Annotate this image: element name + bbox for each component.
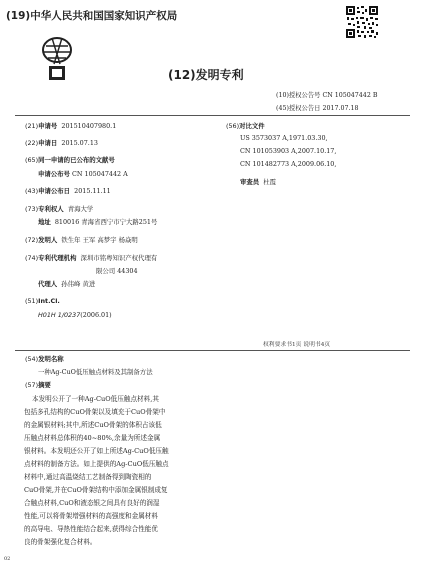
reference-item: US 3573037 A,1971.03.30, <box>240 134 328 142</box>
field-value: 青海大学 <box>67 205 94 213</box>
int-cl-classification <box>38 311 112 319</box>
field-value: 2015.11.11 <box>74 187 111 195</box>
reference-item: CN 101482773 A,2009.06.10, <box>240 160 337 168</box>
field-label: 地址 <box>38 218 51 226</box>
application-date <box>25 138 98 147</box>
prior-publication-number <box>38 169 128 178</box>
invention-title: 一种Ag-CuO低压触点材料及其制备方法 <box>38 368 153 376</box>
agent <box>38 279 95 288</box>
abstract-heading <box>25 380 51 389</box>
references-cited <box>226 121 265 130</box>
abstract-line: CuO骨架,并在CuO骨架结构中添加金属银制成复 <box>24 486 168 494</box>
field-label: 同一申请的已公布的文献号 <box>38 156 115 164</box>
field-label: 摘要 <box>38 381 51 389</box>
field-label: Int.Cl. <box>38 297 60 305</box>
document-type: (12)发明专利 <box>168 68 244 82</box>
abstract-line: 银材料。本发明还公开了如上所述Ag-CuO低压触 <box>24 447 169 455</box>
grant-pub-number <box>276 90 377 99</box>
abstract-line: 合触点材料,CuO和液态银之间具有良好的润湿 <box>24 499 160 507</box>
qr-code-icon <box>345 5 379 39</box>
invention-title-heading <box>25 354 64 363</box>
field-value: 铁生年 王军 高梦宇 杨焱明 <box>61 236 138 244</box>
patent-agency-continued: 限公司 44304 <box>96 267 138 275</box>
field-code: (74) <box>25 254 39 262</box>
examiner <box>240 177 276 186</box>
grant-pub-date-value: 2017.07.18 <box>322 105 359 112</box>
field-code: (56) <box>226 122 240 130</box>
field-value: 孙伟峰 黄进 <box>61 280 96 288</box>
prior-publication-date <box>25 186 111 195</box>
reference-item: CN 101053903 A,2007.10.17, <box>240 147 337 155</box>
classification-code: H01H 1/0237 <box>38 311 81 319</box>
patentee <box>25 204 93 213</box>
application-number <box>25 121 116 130</box>
patent-agency <box>25 253 157 262</box>
field-code: (22) <box>25 139 39 147</box>
grant-pub-number-value: CN 105047442 B <box>322 92 378 99</box>
inventors <box>25 235 138 244</box>
abstract-line: 的金属银材料;其中,所述CuO骨架的体积占该低 <box>24 421 162 429</box>
patent-office-emblem-icon <box>40 34 74 82</box>
top-divider <box>15 115 410 116</box>
field-value: CN 105047442 A <box>72 170 128 178</box>
field-value: 深圳市铭粤知识产权代理有 <box>80 254 158 262</box>
classification-year: (2006.01) <box>80 311 112 319</box>
page-count-note: 权利要求书1页 说明书4页 <box>263 342 331 348</box>
patentee-address <box>38 217 157 226</box>
int-cl <box>25 297 60 305</box>
field-value: 2015.07.13 <box>61 139 98 147</box>
field-label: 专利权人 <box>38 205 64 213</box>
grant-pub-date <box>276 103 359 112</box>
field-label: 申请公布日 <box>38 187 71 195</box>
field-code: (51) <box>25 297 39 305</box>
field-label: 发明名称 <box>38 355 64 363</box>
field-code: (21) <box>25 122 39 130</box>
field-label: 申请公布号 <box>38 170 70 178</box>
field-code: (65) <box>25 156 39 164</box>
grant-pub-date-label: (45)授权公告日 <box>276 105 321 112</box>
abstract-line: 压触点材料总体积的40~80%,余量为所述金属 <box>24 434 161 442</box>
abstract-line: 的高导电、导热性能结合起来,获得综合性能优 <box>24 525 158 533</box>
field-label: 对比文件 <box>239 122 265 130</box>
field-value: 201510407980.1 <box>61 122 117 130</box>
abstract-line: 良的骨架强化复合材料。 <box>24 538 97 546</box>
prior-publication-doc <box>25 155 115 164</box>
abstract-line: 点材料的制备方法。如上提供的Ag-CuO低压触点 <box>24 460 169 468</box>
field-code: (73) <box>25 205 39 213</box>
field-label: 申请日 <box>38 139 58 147</box>
field-code: (72) <box>25 236 39 244</box>
field-label: 专利代理机构 <box>38 254 77 262</box>
field-code: (57) <box>25 381 39 389</box>
grant-pub-number-label: (10)授权公告号 <box>276 92 321 99</box>
field-code: (54) <box>25 355 39 363</box>
abstract-line: 本发明公开了一种Ag-CuO低压触点材料,其 <box>32 395 159 403</box>
field-label: 审查员 <box>240 178 260 186</box>
field-label: 发明人 <box>38 236 58 244</box>
field-label: 申请号 <box>38 122 58 130</box>
field-code: (43) <box>25 187 39 195</box>
issuing-office: (19)中华人民共和国国家知识产权局 <box>6 10 178 22</box>
field-value: 杜霞 <box>263 178 277 186</box>
field-label: 代理人 <box>38 280 58 288</box>
field-value: 810016 青海省西宁市宁大路251号 <box>54 218 158 226</box>
abstract-line: 材料中,通过高温烧结工艺制备得到陶瓷相的 <box>24 473 152 481</box>
abstract-divider <box>15 350 410 351</box>
abstract-line: 性能,可以将骨架增强材料的高强度和金属材料 <box>24 512 158 520</box>
page-corner-mark: 02 <box>4 556 11 562</box>
abstract-line: 包括多孔结构的CuO骨架以及填充于CuO骨架中 <box>24 408 166 416</box>
